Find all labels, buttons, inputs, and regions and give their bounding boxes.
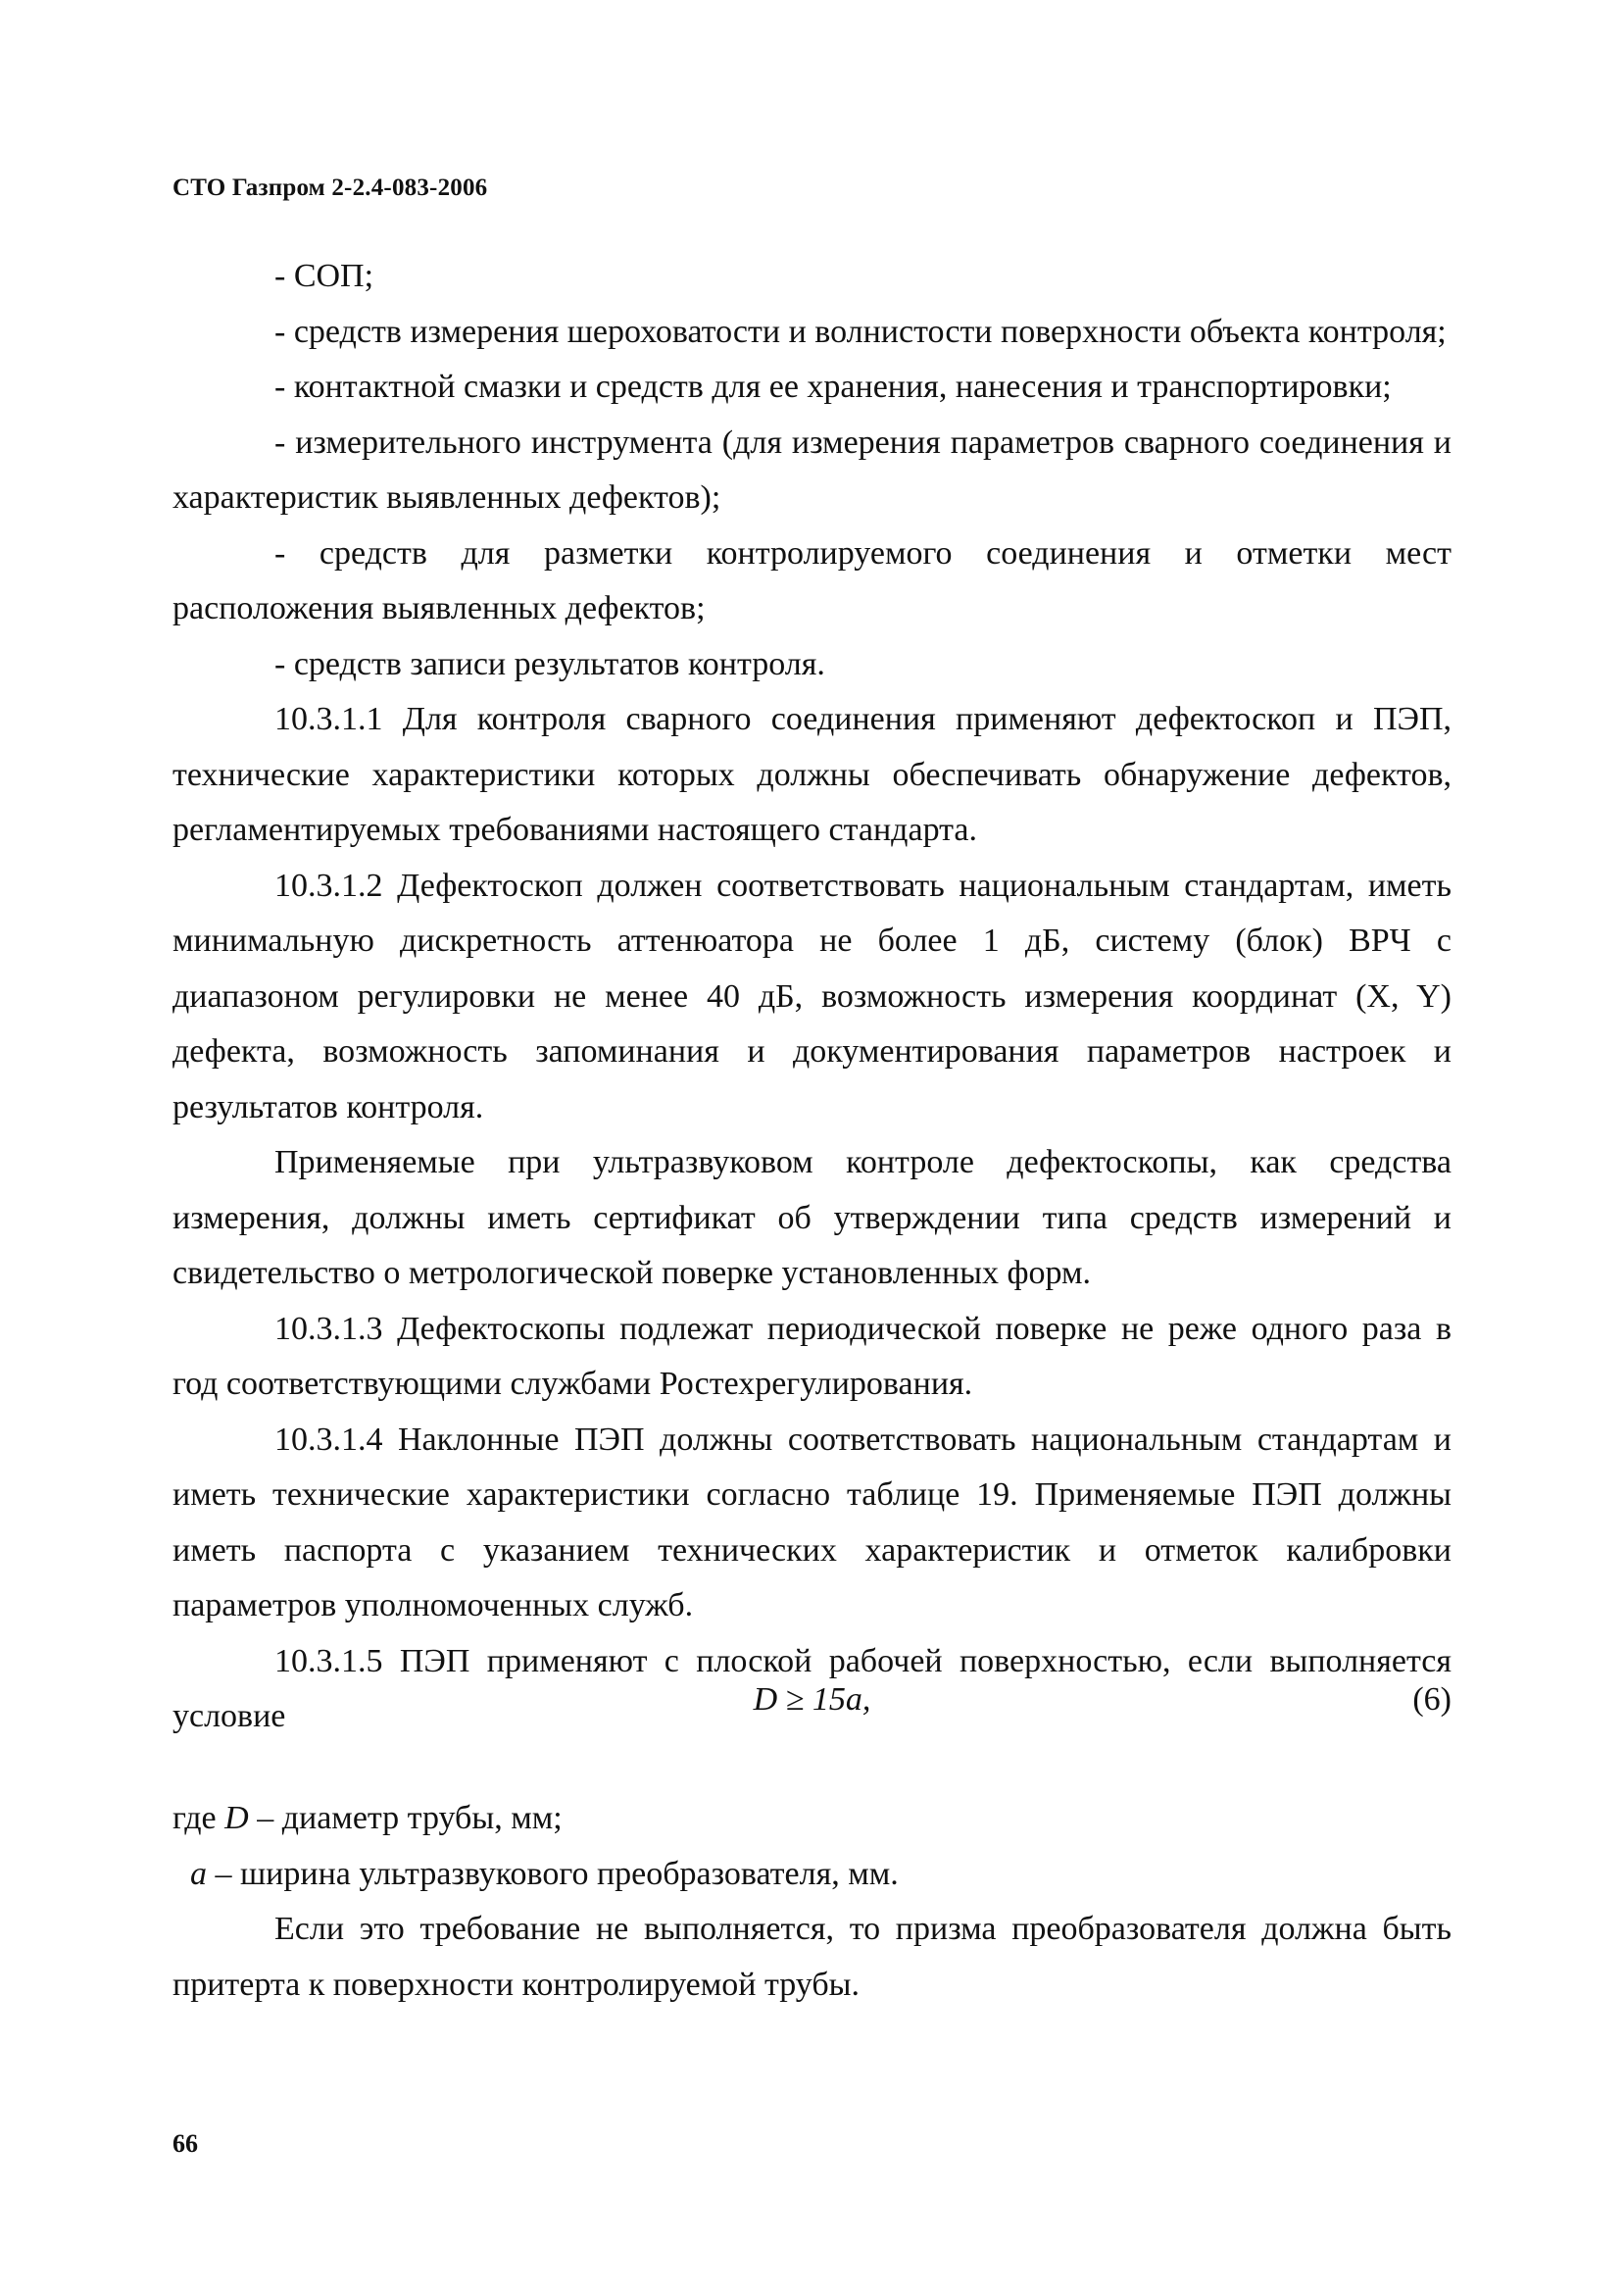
document-body bbox=[172, 249, 1452, 1745]
clause-10-3-1-4: 10.3.1.4 Наклонные ПЭП должны соответствовать национальным стандартам и иметь технические характеристики согласно таблице 19. Применяемые ПЭП должны иметь паспорта с указанием технических характеристик и отметок калибровки параметров уполномоченных служб. bbox=[172, 1421, 1452, 1623]
closing-paragraph: Если это требование не выполняется, то призма преобразователя должна быть притерта к поверхности контролируемой трубы. bbox=[172, 1911, 1452, 2003]
symbol-d: D bbox=[224, 1800, 249, 1836]
definition-a bbox=[172, 1847, 1452, 1903]
symbol-a: a bbox=[190, 1855, 207, 1892]
document-header-code: СТО Газпром 2-2.4-083-2006 bbox=[172, 175, 488, 201]
definition-d-text: – диаметр трубы, мм; bbox=[248, 1800, 563, 1836]
definition-a-text: – ширина ультразвукового преобразователя, мм. bbox=[207, 1855, 899, 1892]
clause-10-3-1-5: 10.3.1.5 ПЭП применяют с плоской рабочей поверхностью, если выполняется условие bbox=[172, 1642, 1452, 1734]
list-item-couplant: - контактной смазки и средств для ее хранения, нанесения и транспортировки; bbox=[274, 369, 1392, 405]
list-item-roughness-gauges: - средств измерения шероховатости и волнистости поверхности объекта контроля; bbox=[274, 313, 1447, 350]
definitions-block bbox=[172, 1791, 1452, 2013]
where-word: где bbox=[172, 1800, 217, 1836]
list-item-marking-tools: - средств для разметки контролируемого соединения и отметки мест расположения выявленных дефектов; bbox=[172, 534, 1452, 626]
formula-number: (6) bbox=[1412, 1681, 1452, 1718]
clause-10-3-1-2: 10.3.1.2 Дефектоскоп должен соответствовать национальным стандартам, иметь минимальную дискретность аттенюатора не более 1 дБ, систему (блок) ВРЧ с диапазоном регулировки не менее 40 дБ, возможность измерения координат (X, Y) дефекта, возможность запоминания и документирования параметров настроек и результатов контроля. bbox=[172, 867, 1452, 1125]
paragraph-flaw-detectors-certification: Применяемые при ультразвуковом контроле дефектоскопы, как средства измерения, должны иметь сертификат об утверждении типа средств измерений и свидетельство о метрологической поверке установленных форм. bbox=[172, 1144, 1452, 1291]
clause-10-3-1-3: 10.3.1.3 Дефектоскопы подлежат периодической поверке не реже одного раза в год соответствующими службами Ростехрегулирования. bbox=[172, 1310, 1452, 1402]
page-number: 66 bbox=[172, 2129, 198, 2158]
definition-d bbox=[172, 1791, 1452, 1847]
formula-expression: D ≥ 15a, bbox=[753, 1681, 871, 1718]
clause-10-3-1-1: 10.3.1.1 Для контроля сварного соединения применяют дефектоскоп и ПЭП, технические характеристики которых должны обеспечивать обнаружение дефектов, регламентируемых требованиями настоящего стандарта. bbox=[172, 701, 1452, 848]
list-item-sop: - СОП; bbox=[274, 258, 374, 294]
formula-row bbox=[172, 1681, 1452, 1736]
list-item-recording-tools: - средств записи результатов контроля. bbox=[274, 645, 825, 682]
list-item-measuring-tools: - измерительного инструмента (для измерения параметров сварного соединения и характеристик выявленных дефектов); bbox=[172, 424, 1452, 516]
